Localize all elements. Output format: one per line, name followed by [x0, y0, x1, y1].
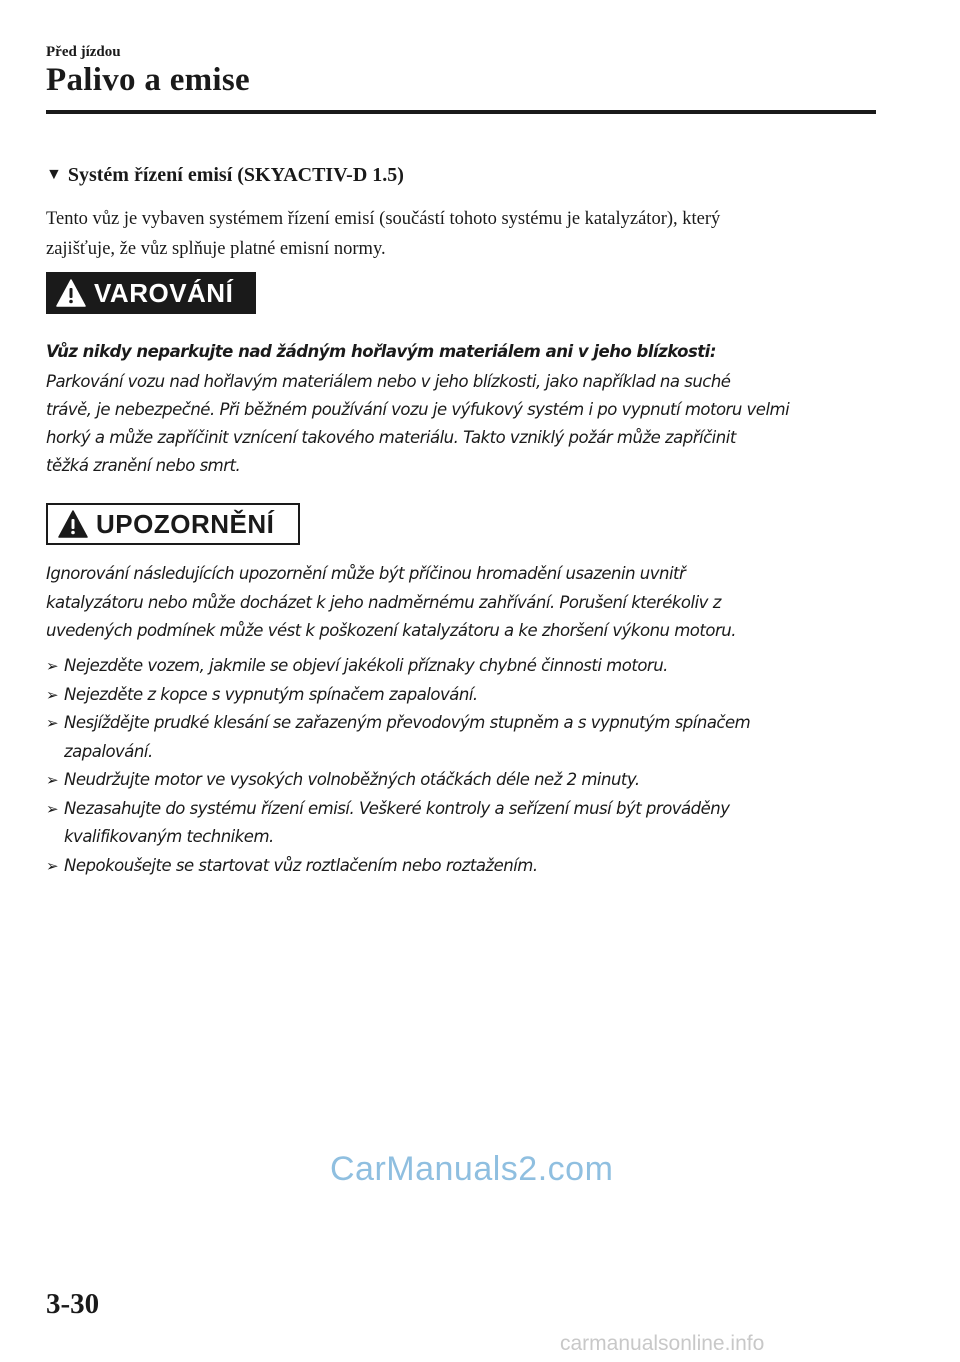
- list-item-text: Nejezděte z kopce s vypnutým spínačem zapalování.: [64, 684, 478, 704]
- list-item-text: Nejezděte vozem, jakmile se objeví jakékoli příznaky chybné činnosti motoru.: [64, 656, 668, 675]
- list-item-text-continued: kvalifikovaným technikem.: [64, 827, 274, 846]
- list-item: [46, 795, 876, 852]
- caution-text: [46, 560, 876, 646]
- list-item-text: Nesjíždějte prudké klesání se zařazeným převodovým stupněm a s vypnutým spínačem: [64, 713, 751, 732]
- list-item: [46, 681, 876, 710]
- warning-badge: [46, 272, 256, 314]
- warning-line: trávě, je nebezpečné. Při běžném používání vozu je výfukový systém i po vypnutí motoru velmi: [46, 400, 790, 419]
- site-watermark: carmanualsonline.info: [560, 1332, 765, 1355]
- warning-badge-label: VAROVÁNÍ: [94, 277, 234, 308]
- warning-triangle-icon: [56, 279, 86, 307]
- page-title: Palivo a emise: [46, 62, 250, 98]
- caution-line: uvedených podmínek může vést k poškození katalyzátoru a ke zhoršení výkonu motoru.: [46, 621, 736, 640]
- intro-paragraph: [46, 204, 876, 264]
- intro-line: Tento vůz je vybaven systémem řízení emisí (součástí tohoto systému je katalyzátor), který: [46, 209, 721, 229]
- list-item: [46, 709, 876, 766]
- list-item-text: Neudržujte motor ve vysokých volnoběžných otáčkách déle než 2 minuty.: [64, 770, 640, 789]
- chapter-label: Před jízdou: [46, 44, 121, 60]
- list-item: [46, 652, 876, 681]
- arrow-bullet-icon: ➢: [46, 685, 59, 704]
- warning-triangle-icon: [58, 510, 88, 538]
- intro-line: zajišťuje, že vůz splňuje platné emisní normy.: [46, 239, 386, 259]
- list-item: [46, 766, 876, 795]
- warning-line: Parkování vozu nad hořlavým materiálem nebo v jeho blízkosti, jako například na suché: [46, 372, 731, 391]
- warning-heading: Vůz nikdy neparkujte nad žádným hořlavým materiálem ani v jeho blízkosti:: [46, 342, 716, 361]
- title-rule: [46, 110, 876, 114]
- warning-line: těžká zranění nebo smrt.: [46, 456, 241, 475]
- arrow-bullet-icon: ➢: [46, 657, 59, 675]
- list-item-text: Nepokoušejte se startovat vůz roztlačením nebo roztažením.: [64, 855, 538, 875]
- caution-bullet-list: [46, 652, 876, 880]
- triangle-down-icon: ▼: [46, 166, 62, 183]
- warning-line: horký a může zapříčinit vznícení takového materiálu. Takto vzniklý požár může zapříčinit: [46, 428, 736, 447]
- caution-badge: [46, 503, 300, 545]
- caution-badge-label: UPOZORNĚNÍ: [96, 508, 275, 539]
- section-heading: [46, 164, 404, 187]
- watermark: CarManuals2.com: [330, 1150, 614, 1188]
- page-number: 3-30: [46, 1288, 100, 1320]
- arrow-bullet-icon: ➢: [46, 799, 59, 818]
- list-item-text: Nezasahujte do systému řízení emisí. Veškeré kontroly a seřízení musí být prováděny: [64, 798, 730, 818]
- list-item-text-continued: zapalování.: [64, 741, 153, 761]
- arrow-bullet-icon: ➢: [46, 771, 59, 789]
- arrow-bullet-icon: ➢: [46, 856, 59, 875]
- caution-line: katalyzátoru nebo může docházet k jeho nadměrnému zahřívání. Porušení kterékoliv z: [46, 592, 721, 612]
- arrow-bullet-icon: ➢: [46, 714, 59, 732]
- section-heading-text: Systém řízení emisí (SKYACTIV-D 1.5): [67, 164, 404, 186]
- list-item: [46, 852, 876, 881]
- warning-text: [46, 368, 876, 480]
- caution-line: Ignorování následujících upozornění může být příčinou hromadění usazenin uvnitř: [46, 564, 686, 583]
